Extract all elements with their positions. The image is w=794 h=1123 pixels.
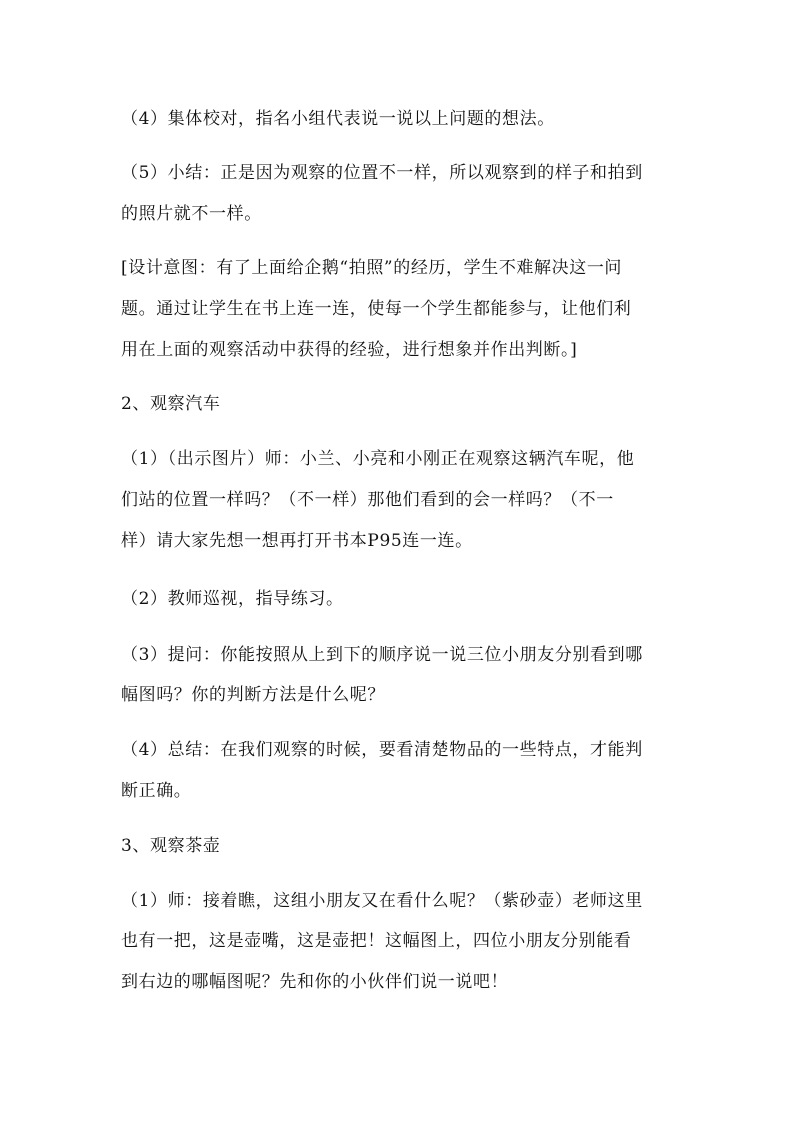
text-line: （5）小结：正是因为观察的位置不一样，所以观察到的样子和拍到 bbox=[121, 163, 643, 183]
text-line: 样）请大家先想一想再打开书本P95连一连。 bbox=[121, 531, 473, 551]
section-heading: 2、观察汽车 bbox=[121, 394, 221, 414]
text-line: （1）（出示图片）师：小兰、小亮和小刚正在观察这辆汽车呢，他 bbox=[121, 449, 635, 469]
text-line: [设计意图：有了上面给企鹅“拍照”的经历，学生不难解决这一问 bbox=[121, 258, 623, 278]
text-line: 题。通过让学生在书上连一连，使每一个学生都能参与，让他们利 bbox=[121, 299, 632, 319]
text-line: 断正确。 bbox=[121, 781, 192, 801]
section-heading: 3、观察茶壶 bbox=[121, 836, 221, 856]
text-line: 们站的位置一样吗？（不一样）那他们看到的会一样吗？（不一 bbox=[121, 490, 614, 510]
text-line: 的照片就不一样。 bbox=[121, 204, 262, 224]
text-line: （2）教师巡视，指导练习。 bbox=[121, 589, 344, 609]
text-line: 也有一把，这是壶嘴，这是壶把！这幅图上，四位小朋友分别能看 bbox=[121, 931, 632, 951]
text-line: 用在上面的观察活动中获得的经验，进行想象并作出判断。] bbox=[121, 340, 578, 360]
text-line: 幅图吗？你的判断方法是什么呢？ bbox=[121, 685, 385, 705]
text-line: 到右边的哪幅图呢？先和你的小伙伴们说一说吧！ bbox=[121, 972, 509, 992]
text-line: （4）集体校对，指名小组代表说一说以上问题的想法。 bbox=[121, 109, 555, 129]
text-line: （1）师：接着瞧，这组小朋友又在看什么呢？（紫砂壶）老师这里 bbox=[121, 891, 643, 911]
text-line: （3）提问：你能按照从上到下的顺序说一说三位小朋友分别看到哪 bbox=[121, 645, 643, 665]
text-line: （4）总结：在我们观察的时候，要看清楚物品的一些特点，才能判 bbox=[121, 740, 643, 760]
